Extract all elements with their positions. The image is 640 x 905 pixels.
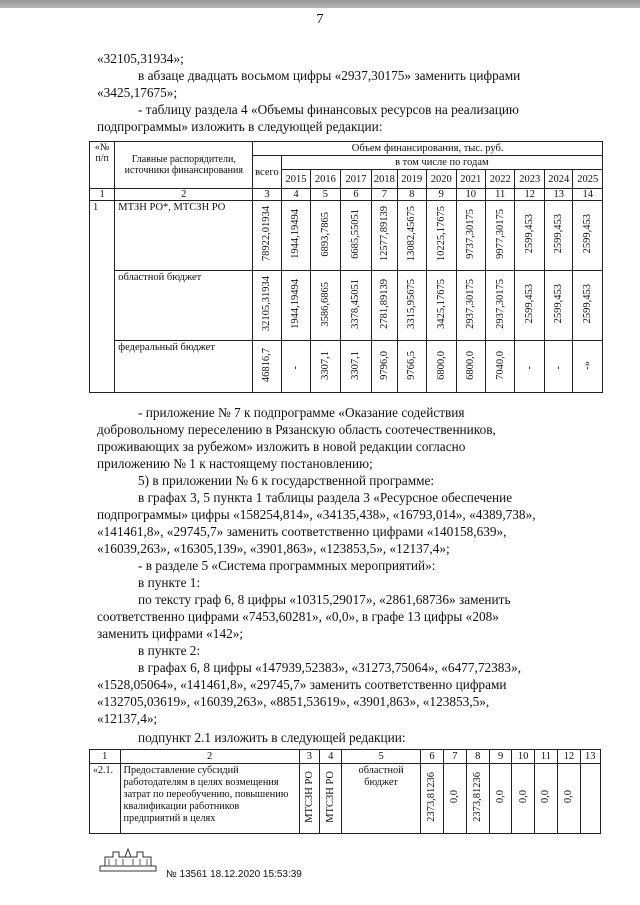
funding-source: областной бюджет: [342, 764, 420, 834]
year-value: -: [553, 365, 565, 369]
text-line: «12137,4»;: [97, 711, 158, 726]
year-value: 6800,0: [435, 350, 447, 380]
year-value: 3378,45051: [350, 279, 362, 329]
column-number: 6: [420, 750, 443, 764]
text-line: добровольному переселению в Рязанскую область соотечественников,: [97, 422, 496, 437]
year-header: 2018: [372, 170, 397, 189]
year-value: 2937,30175: [494, 279, 506, 329]
value-cell: 0,0: [517, 790, 529, 804]
row-label: МТЗН РО*, МТСЗН РО: [115, 201, 253, 271]
column-number: 13: [544, 189, 572, 201]
header-num: «№ п/п: [90, 142, 115, 189]
column-number: 12: [558, 750, 580, 764]
year-value: -: [524, 365, 536, 369]
header-byyears: в том числе по годам: [281, 156, 602, 170]
text-line: подпрограммы» цифры «158254,814», «34135,438», «16793,014», «4389,738»,: [97, 507, 536, 522]
column-number: 10: [512, 750, 534, 764]
value-cell: 0,0: [540, 790, 552, 804]
item-description: Предоставление субсидий работодателям в целях возмещения затрат по переобучению, повышению квалификации работников предприятий в целях: [120, 764, 299, 834]
column-number: 8: [397, 189, 426, 201]
scan-top-edge: [0, 0, 640, 8]
text-line: «32105,31934»;: [97, 51, 184, 66]
column-number: 7: [372, 189, 397, 201]
text-line: подпрограммы» изложить в следующей редакции:: [97, 119, 383, 134]
text-line: приложению № 1 к настоящему постановлению;: [97, 456, 373, 471]
responsible: МТСЗН РО: [303, 771, 315, 823]
column-number: 1: [90, 189, 115, 201]
text-line: в пункте 2:: [138, 643, 201, 658]
text-line: - приложение № 7 к подпрограмме «Оказание содействия: [138, 405, 465, 420]
total-value: 78922,01934: [261, 206, 273, 262]
column-number: 4: [281, 189, 310, 201]
column-number: 10: [456, 189, 485, 201]
year-value: 3315,95675: [406, 279, 418, 329]
text-line: заменить цифрами «142»;: [97, 626, 244, 641]
year-value: 2937,30175: [465, 279, 477, 329]
year-value: 9796,0: [378, 350, 390, 380]
column-number: 1: [90, 750, 121, 764]
text-line: проживающих за рубежом» изложить в новой редакции согласно: [97, 439, 466, 454]
total-value: 46816,7: [261, 347, 273, 383]
year-value: 2599,453: [553, 284, 565, 324]
year-value: 2599,453: [582, 284, 594, 324]
text-line: в графах 6, 8 цифры «147939,52383», «31273,75064», «6477,72383»,: [138, 660, 522, 675]
value-cell: 2373,81236: [472, 772, 484, 822]
column-number: 4: [320, 750, 342, 764]
header-total: всего: [253, 156, 281, 189]
year-value: 7040,0: [494, 350, 506, 380]
column-number: 9: [489, 750, 511, 764]
total-value: 32105,31934: [261, 276, 273, 332]
value-cell: 0,0: [563, 790, 575, 804]
column-number: 7: [444, 750, 466, 764]
column-number: 9: [427, 189, 456, 201]
text-line: 5) в приложении № 6 к государственной программе:: [138, 473, 435, 488]
year-header: 2020: [427, 170, 456, 189]
header-main: Главные распорядители, источники финансирования: [115, 142, 253, 189]
year-value: 12577,89139: [378, 206, 390, 262]
year-header: 2016: [311, 170, 340, 189]
year-value: 2781,89139: [378, 279, 390, 329]
text-line: по тексту граф 6, 8 цифры «10315,29017», «2861,68736» заменить: [138, 592, 511, 607]
year-value: -»: [582, 360, 594, 370]
text-line: - таблицу раздела 4 «Объемы финансовых ресурсов на реализацию: [138, 102, 519, 117]
year-value: 10225,17675: [435, 206, 447, 262]
column-number: 2: [115, 189, 253, 201]
year-value: 1944,19494: [290, 279, 302, 329]
column-number: 2: [120, 750, 299, 764]
year-header: 2024: [544, 170, 572, 189]
registration-stamp: № 13561 18.12.2020 15:53:39: [166, 869, 302, 880]
text-line: «1528,05064», «141461,8», «29745,7» заменить соответственно цифрами: [97, 677, 507, 692]
year-header: 2015: [281, 170, 310, 189]
year-value: 2599,453: [524, 214, 536, 254]
column-number: 5: [311, 189, 340, 201]
column-number: 8: [466, 750, 489, 764]
column-number: 13: [580, 750, 600, 764]
row-label: федеральный бюджет: [115, 341, 253, 393]
page-number: 7: [316, 12, 324, 27]
text-line: в пункте 1:: [138, 575, 201, 590]
row-label: областной бюджет: [115, 271, 253, 341]
text-line: подпункт 2.1 изложить в следующей редакции:: [138, 730, 406, 745]
year-value: 2599,453: [553, 214, 565, 254]
year-value: -: [290, 365, 302, 369]
value-cell: 2373,81236: [426, 772, 438, 822]
year-header: 2017: [340, 170, 372, 189]
year-value: 2599,453: [524, 284, 536, 324]
financing-table: [89, 141, 603, 393]
year-value: 6800,0: [465, 350, 477, 380]
text-line: «16039,263», «16305,139», «3901,863», «123853,5», «12137,4»;: [97, 541, 450, 556]
year-value: 9766,5: [406, 350, 418, 380]
year-value: 9977,30175: [494, 209, 506, 259]
column-number: 11: [534, 750, 557, 764]
column-number: 14: [573, 189, 603, 201]
year-value: 6685,55051: [350, 209, 362, 259]
text-line: «132705,03619», «16039,263», «8851,53619», «3901,863», «123853,5»,: [97, 694, 490, 709]
row-number: 1: [90, 201, 115, 393]
measures-table: [89, 749, 601, 834]
year-value: 3425,17675: [435, 279, 447, 329]
column-number: 3: [299, 750, 319, 764]
year-header: 2022: [486, 170, 515, 189]
year-header: 2021: [456, 170, 485, 189]
year-value: 3586,6865: [319, 281, 331, 327]
year-value: 2599,453: [582, 214, 594, 254]
header-volume: Объем финансирования, тыс. руб.: [253, 142, 603, 156]
column-number: 5: [342, 750, 420, 764]
year-header: 2025: [573, 170, 603, 189]
year-value: 13082,45675: [406, 206, 418, 262]
text-line: в графах 3, 5 пункта 1 таблицы раздела 3 «Ресурсное обеспечение: [138, 490, 513, 505]
column-number: 3: [253, 189, 281, 201]
year-value: 3307,1: [350, 350, 362, 380]
year-value: 9737,30175: [465, 209, 477, 259]
column-number: 12: [515, 189, 544, 201]
value-cell: 0,0: [449, 790, 461, 804]
executor: МТСЗН РО: [325, 771, 337, 823]
year-header: 2023: [515, 170, 544, 189]
text-line: - в разделе 5 «Система программных мероприятий»:: [138, 558, 436, 573]
year-value: 6893,7865: [319, 211, 331, 257]
item-number: «2.1.: [90, 764, 121, 834]
year-value: 1944,19494: [290, 209, 302, 259]
column-number: 6: [340, 189, 372, 201]
value-cell: 0,0: [495, 790, 507, 804]
text-line: в абзаце двадцать восьмом цифры «2937,30175» заменить цифрами: [138, 68, 521, 83]
text-line: «3425,17675»;: [97, 85, 178, 100]
year-header: 2019: [397, 170, 426, 189]
column-number: 11: [486, 189, 515, 201]
emblem-stamp-icon: [99, 846, 157, 872]
text-line: «141461,8», «29745,7» заменить соответственно цифрами «140158,639»,: [97, 524, 507, 539]
year-value: 3307,1: [319, 350, 331, 380]
text-line: соответственно цифрами «7453,60281», «0,0», в графе 13 цифры «208»: [97, 609, 499, 624]
